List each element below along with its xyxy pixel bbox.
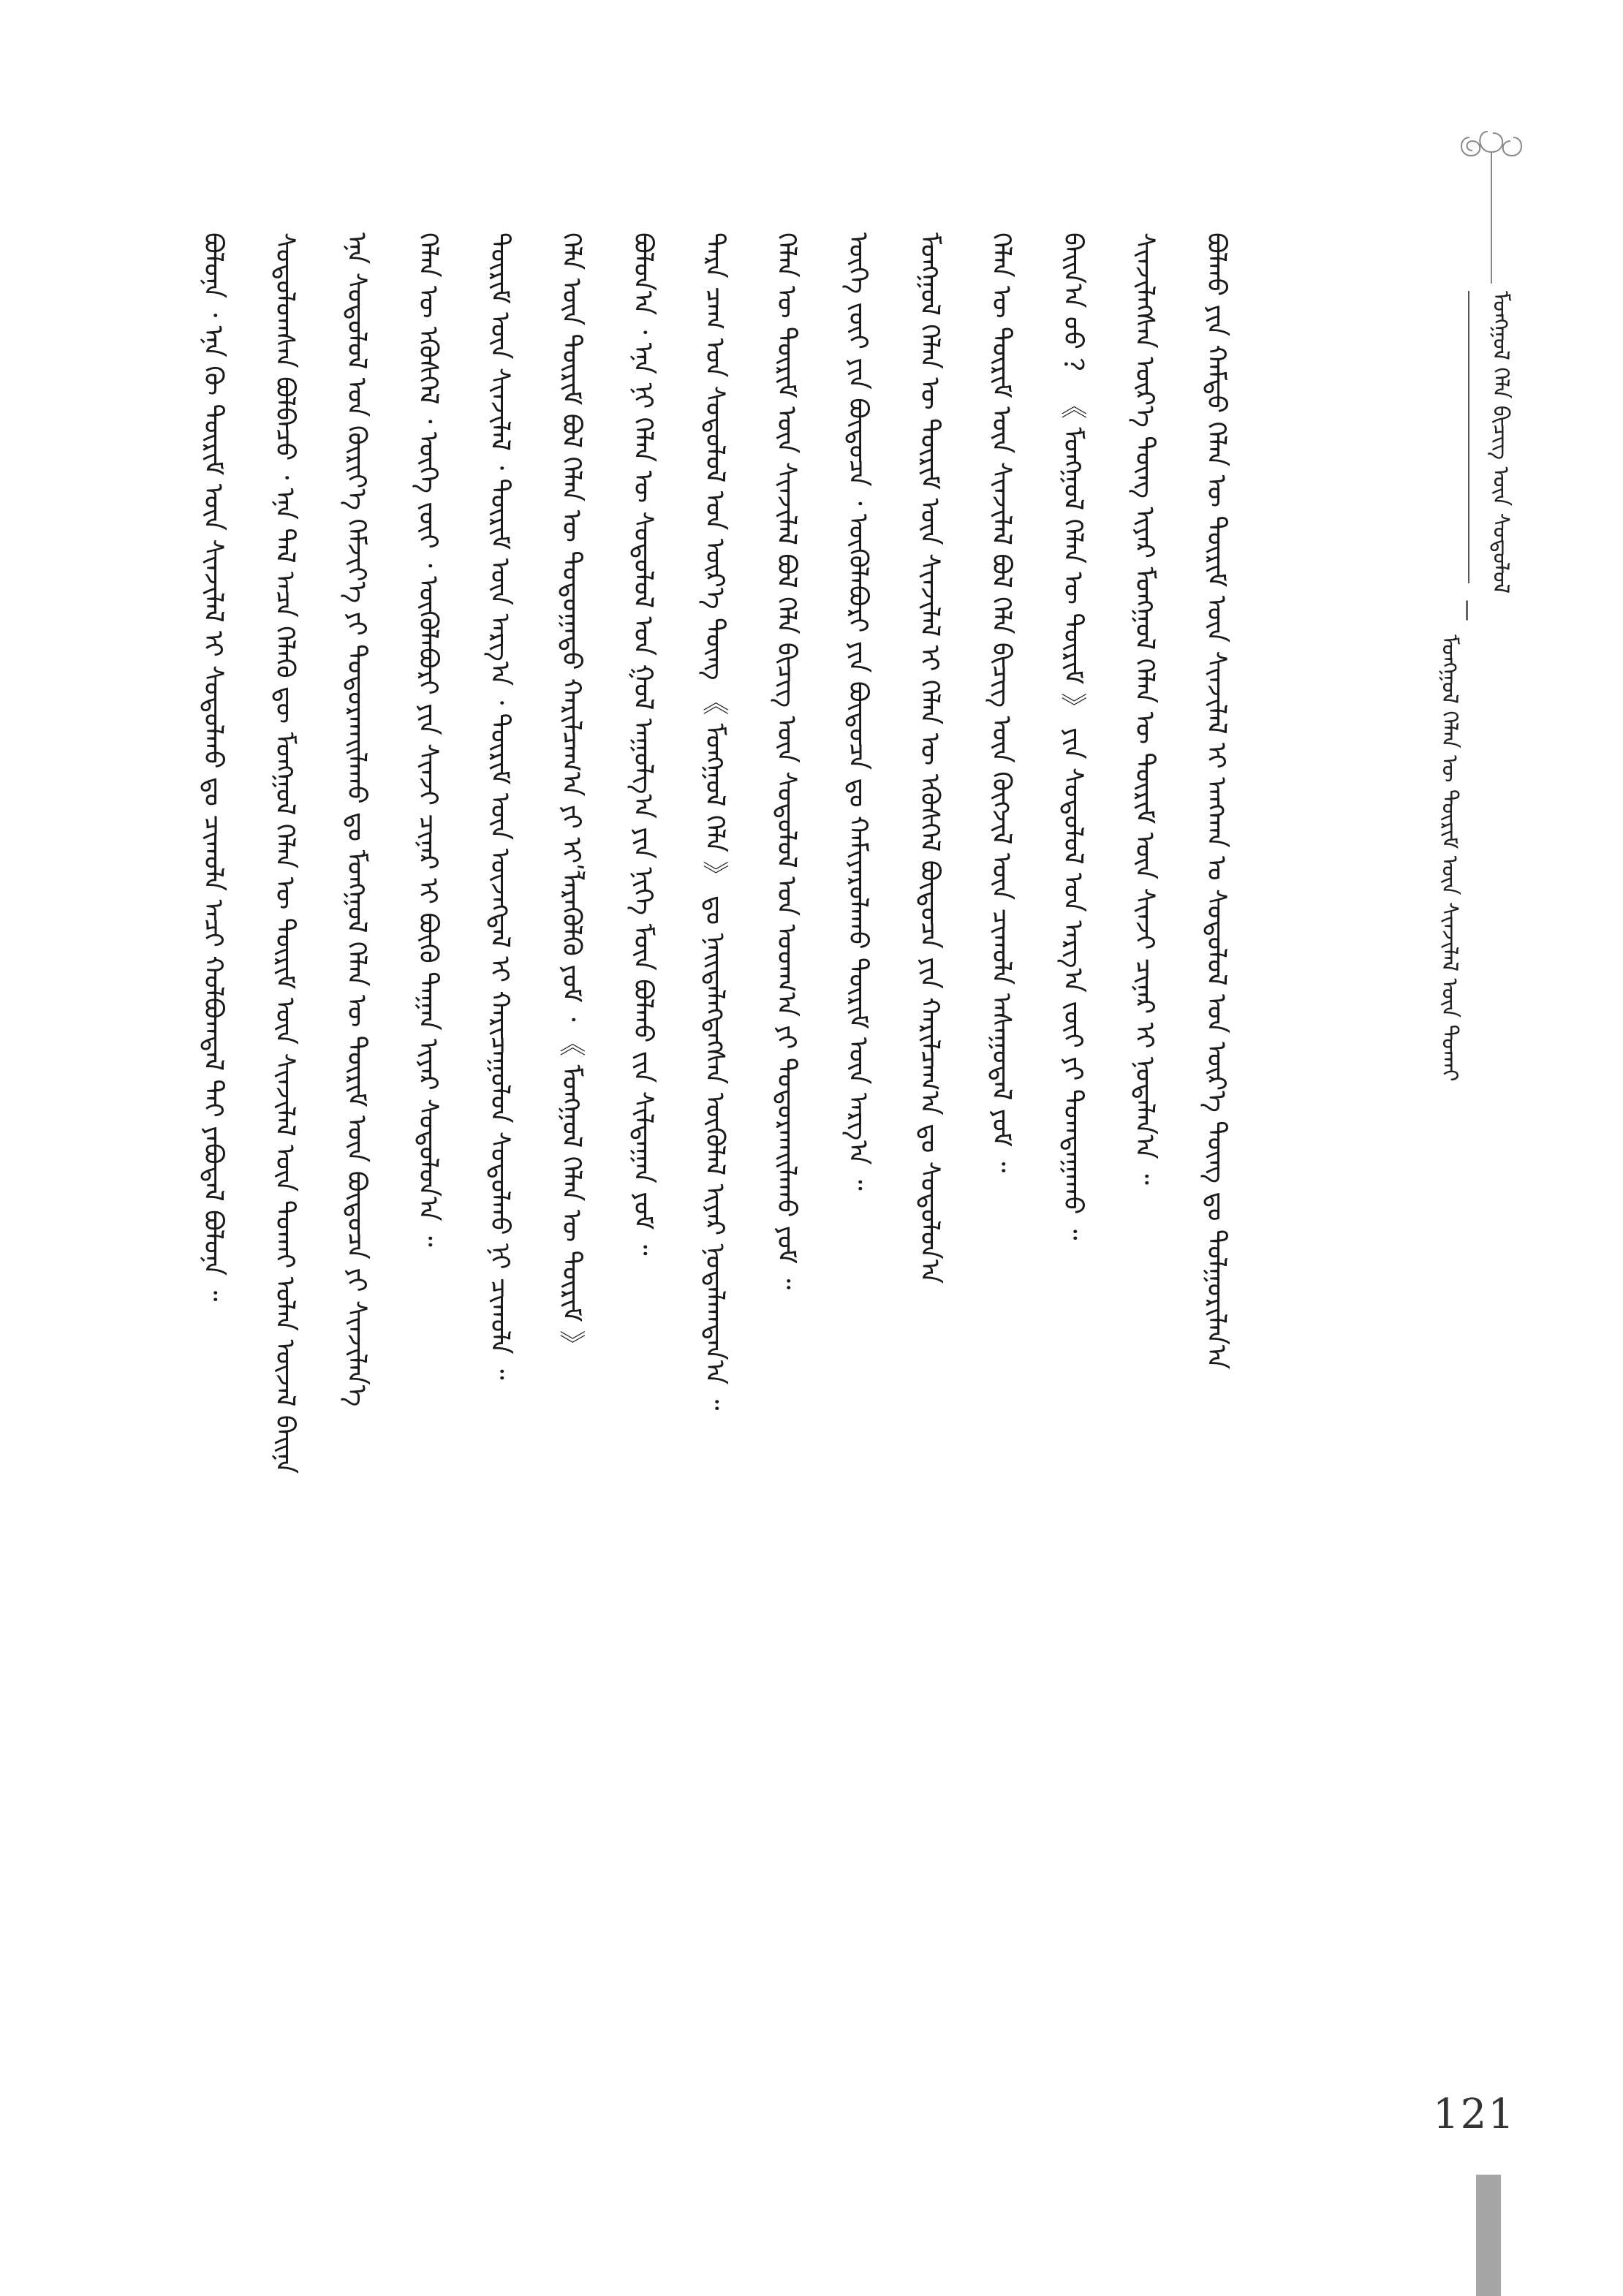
text-column: ᠳᠦᠷᠢᠮ ᠦᠨ ᠰᠢᠨᠵᠢᠯᠡᠯ ᠂ ᠳᠦᠷᠢᠮ ᠦᠨ ᠠᠷᠭ᠎ᠠ ᠂ ᠳᠦᠷᠢᠮ ᠦᠨ ᠦᠵᠡᠭᠳᠡᠯ ᠢ ᠬᠠᠷᠢᠴᠠᠭᠤᠯᠤᠨ ᠰᠤᠳᠤᠯᠬᠤ ᠨᠢ ᠴᠢᠬᠤᠯᠠ ᠃ <box>485 232 515 1380</box>
scroll-ornament <box>1455 123 1535 284</box>
header-rule <box>1468 291 1469 583</box>
header-subtitle: ᠮᠣᠩᠭᠣᠯ ᠬᠡᠯᠡᠨ ᠦ ᠳᠦᠷᠢᠮ ᠦᠨ ᠰᠢᠨᠵᠢᠯᠡᠯ ᠦᠨ ᠲᠤᠬᠠᠢ <box>1437 634 1462 1082</box>
page-edge-bar <box>1476 2175 1501 2296</box>
running-title: ᠮᠣᠩᠭᠣᠯ ᠬᠡᠯᠡ ᠪᠢᠴᠢᠭ ᠦᠨ ᠰᠤᠳᠤᠯᠤᠯ <box>1488 291 1513 594</box>
header-separator: — <box>1455 599 1480 621</box>
text-column: ᠰᠤᠳᠤᠯᠤᠭᠰᠠᠨ ᠪᠣᠯᠪᠠᠴᠤ ᠂ ᠡᠨᠡ ᠲᠠᠯ ᠠᠴᠠ ᠬᠡᠯᠡᠬᠦ ᠳᠦ ᠮᠣᠩᠭᠣᠯ ᠬᠡᠯᠡᠨ ᠦ ᠳᠦᠷᠢᠮ ᠦᠨ ᠰᠢᠨᠵᠢᠯᠡᠯ ᠦᠨ ᠲᠣᠬᠠᠢ ᠣᠯᠠᠨ ᠦᠵᠡᠯ ᠪᠠᠢᠨᠠ <box>270 232 300 1474</box>
text-column: ᠮᠣᠩᠭᠣᠯ ᠬᠡᠯᠡᠨ ᠦ ᠳᠦᠷᠢᠮ ᠦᠨ ᠰᠢᠨᠵᠢᠯᠡᠯ ᠢ ᠬᠡᠯᠡᠨ ᠦ ᠡᠭᠦᠰᠭᠡᠯ ᠪᠦᠲᠦᠴᠡ ᠶᠢᠨ ᠬᠠᠷᠢᠯᠴᠠᠭ᠎ᠠ ᠳᠤ ᠰᠤᠳᠤᠯᠤᠨ᠎ᠠ <box>915 232 945 1284</box>
text-column: ᠡᠨᠡ ᠰᠤᠳᠤᠯᠤᠯ ᠤᠨ ᠬᠦᠷᠢᠶ᠎ᠡ ᠬᠡᠮᠵᠢᠶ᠎ᠡ ᠶᠢ ᠲᠣᠳᠤᠷᠬᠠᠢᠯᠠᠬᠤ ᠳᠤ ᠮᠣᠩᠭᠣᠯ ᠬᠡᠯᠡᠨ ᠦ ᠳᠦᠷᠢᠮ ᠦᠨ ᠪᠦᠲᠦᠴᠡ ᠶᠢ ᠰᠢᠨᠵᠢᠯᠡᠨ᠎ᠡ <box>341 232 371 1407</box>
text-column: ᠬᠡᠯᠡᠨ ᠦ ᠡᠭᠦᠰᠭᠡᠯ ᠂ ᠦᠭᠡ ᠵᠦᠢ ᠂ ᠦᠭᠦᠯᠡᠪᠦᠷᠢ ᠶᠢᠨ ᠰᠢᠨᠵᠢ ᠴᠢᠨᠠᠷ ᠢ ᠪᠦᠬᠦ ᠳᠠᠭᠠᠨ ᠢᠶᠠᠷ ᠰᠤᠳᠤᠯᠤᠨ᠎ᠠ ᠃ <box>413 232 443 1247</box>
text-column: ᠰᠢᠨᠵᠢᠯᠡᠭᠰᠡᠨ ᠦᠷ᠎ᠡ ᠳᠦᠩ ᠢᠶᠡᠷ ᠮᠣᠩᠭᠣᠯ ᠬᠡᠯᠡᠨ ᠦ ᠳᠦᠷᠢᠮ ᠦᠨ ᠰᠢᠨᠵᠢ ᠴᠢᠨᠠᠷ ᠢ ᠨᠣᠳᠠᠯᠠᠨ᠎ᠠ ᠃ <box>1130 232 1159 1185</box>
page-number: 121 <box>1433 2091 1516 2138</box>
text-column: ᠪᠣᠯᠤᠨᠠ ᠂ ᠡᠨᠡ ᠬᠦ ᠳᠦᠷᠢᠮ ᠦᠨ ᠰᠢᠨᠵᠢᠯᠡᠯ ᠢ ᠰᠤᠳᠤᠯᠬᠤ ᠳᠤ ᠴᠢᠬᠤᠯᠠ ᠠᠴᠢ ᠬᠣᠯᠪᠣᠭᠳᠠᠯ ᠲᠠᠢ ᠶᠠᠪᠤᠳᠠᠯ ᠪᠣᠯᠤᠨᠠ ᠃ <box>198 232 228 1302</box>
text-column: ᠪᠣᠯᠤᠨ᠎ᠠ ᠂ ᠡᠨᠡ ᠨᠢ ᠬᠡᠯᠡᠨ ᠦ ᠰᠤᠳᠤᠯᠤᠯ ᠤᠨ ᠭᠣᠯ ᠠᠭᠤᠯᠭ᠎ᠠ ᠶᠢᠨ ᠨᠢᠭᠡ ᠮᠥᠨ ᠪᠣᠯᠬᠤ ᠵᠢᠨ ᠰᠢᠯᠲᠠᠭᠠᠨ ᠶᠤᠮ ᠃ <box>628 232 658 1256</box>
text-column: ᠬᠡᠯᠡᠨ ᠦ ᠳᠦᠷᠢᠮ ᠦᠨ ᠰᠢᠨᠵᠢᠯᠡᠯ ᠪᠣᠯ ᠬᠡᠯᠡ ᠪᠢᠴᠢᠭ ᠦᠨ ᠬᠥᠭᠵᠢᠯ ᠦᠨ ᠴᠢᠬᠤᠯᠠ ᠠᠰᠠᠭᠤᠳᠠᠯ ᠶᠤᠮ ᠃ <box>986 232 1016 1173</box>
text-column: ᠲᠡᠷᠡ ᠴᠠᠭ ᠤᠨ ᠰᠤᠳᠤᠯᠤᠯ ᠤᠨ ᠦᠷ᠎ᠡ ᠳᠦᠩ 《 ᠮᠣᠩᠭᠣᠯ ᠬᠡᠯᠡ 》 ᠳᠤ ᠨᠡᠢᠲᠡᠯᠡᠭᠳᠡᠭᠰᠡᠨ ᠥᠭᠦᠯᠡᠯ ᠢᠶᠡᠷ ᠨᠣᠲᠠᠯᠠᠭᠳᠠᠨ᠎ᠠ ᠃ <box>700 232 730 1411</box>
text-column: ᠪᠠᠢᠨ᠎ᠠ ᠦᠦ ？ 《 ᠮᠣᠩᠭᠣᠯ ᠬᠡᠯᠡᠨ ᠦ ᠳᠦᠷᠢᠮ 》 ᠶᠢᠨ ᠰᠤᠳᠤᠯᠤᠯ ᠤᠨ ᠠᠷᠭ᠎ᠠ ᠵᠦᠢ ᠶᠢ ᠲᠣᠭᠲᠠᠭᠠᠬᠤ ᠃ <box>1058 232 1088 1240</box>
text-column: ᠬᠡᠯᠡ ᠦᠨ ᠳᠦᠷᠢᠮ ᠪᠣᠯ ᠬᠡᠯᠡᠨ ᠦ ᠳᠣᠲᠣᠭᠠᠳᠤ ᠬᠠᠷᠢᠯᠴᠠᠭ᠎ᠠ ᠶᠢ ᠢʹᠯᠡᠷᠡᠭᠦᠯᠬᠦ ᠶᠤᠮ ᠂ 《 ᠮᠣᠩᠭᠣᠯ ᠬᠡᠯᠡᠨ ᠦ ᠳᠦᠷᠢᠮ 》 <box>556 232 586 1357</box>
text-column: ᠪᠣᠯᠬᠤ ᠶᠢᠨ ᠬᠠᠮᠲᠤ ᠬᠡᠯᠡᠨ ᠦ ᠳᠦᠷᠢᠮ ᠦᠨ ᠰᠢᠨᠵᠢᠯᠡᠯ ᠢ ᠠᠨᠭᠬᠠᠨ ᠤ ᠰᠤᠳᠤᠯᠤᠯ ᠤᠨ ᠦᠷ᠎ᠡ ᠳᠦᠩ ᠳᠤ ᠲᠤᠯᠭᠤᠷᠢᠯᠠᠨ᠎ᠠ <box>1201 232 1231 1370</box>
text-column: ᠬᠡᠯᠡᠨ ᠦ ᠳᠦᠷᠢᠮ ᠦᠨ ᠰᠢᠨᠵᠢᠯᠡᠯ ᠪᠣᠯ ᠬᠡᠯᠡ ᠪᠢᠴᠢᠭ ᠦᠨ ᠰᠤᠳᠤᠯᠤᠯ ᠤᠨ ᠤᠳᠬ᠎ᠠ ᠶᠢ ᠲᠣᠳᠤᠷᠬᠠᠢᠯᠠᠬᠤ ᠶᠤᠮ ᠃ <box>771 232 801 1290</box>
text-column: ᠦᠭᠡ ᠵᠦᠢ ᠶᠢᠨ ᠪᠦᠲᠦᠴᠡ ᠂ ᠦᠭᠦᠯᠡᠪᠦᠷᠢ ᠶᠢᠨ ᠪᠦᠲᠦᠴᠡ ᠳᠤ ᠬᠠᠮᠢᠶᠠᠷᠤᠯᠠᠬᠤ ᠳᠦᠷᠢᠮ ᠦᠨ ᠠᠷᠭ᠎ᠠ ᠃ <box>843 232 873 1191</box>
